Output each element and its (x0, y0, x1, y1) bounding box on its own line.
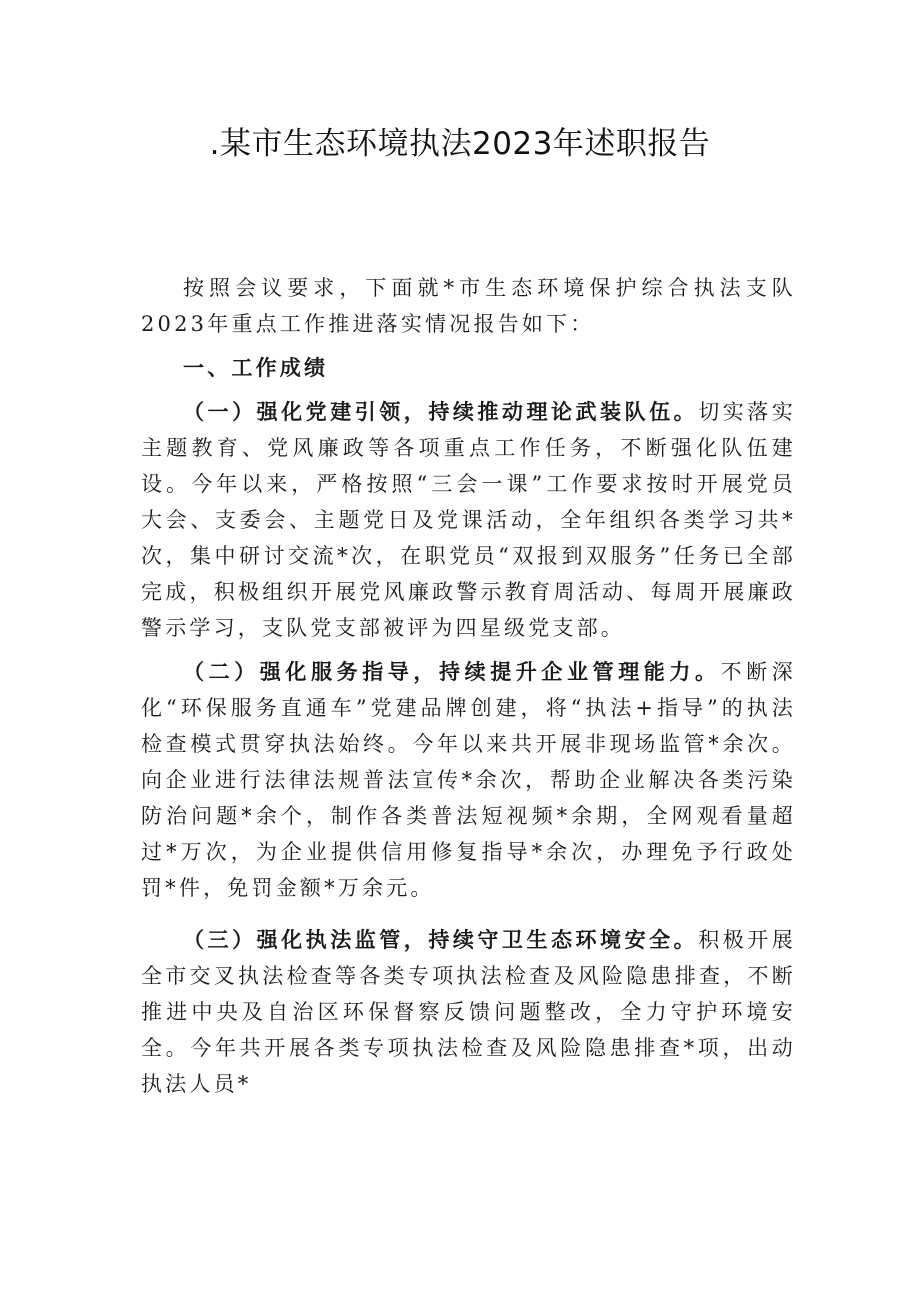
intro-paragraph: 按照会议要求，下面就*市生态环境保护综合执法支队2023年重点工作推进落实情况报告如下： (141, 276, 796, 336)
document-body (141, 270, 796, 1102)
paragraph-item-1 (141, 394, 796, 646)
item-3-lead: （三）强化执法监管，持续守卫生态环境安全。 (183, 927, 699, 952)
section-heading: 一、工作成绩 (183, 355, 329, 380)
document-title: .某市生态环境执法2023年述职报告 (209, 126, 711, 162)
paragraph-item-2 (141, 654, 796, 906)
item-3-text: 积极开展全市交叉执法检查等各类专项执法检查及风险隐患排查，不断推进中央及自治区环保督察反馈问题整改，全力守护环境安全。今年共开展各类专项执法检查及风险隐患排查*项，出动执法人员* (141, 928, 796, 1096)
item-2-lead: （二）强化服务指导，持续提升企业管理能力。 (183, 659, 721, 684)
item-1-lead: （一）强化党建引领，持续推动理论武装队伍。 (183, 399, 699, 424)
item-2-text: 不断深化“环保服务直通车”党建品牌创建，将“执法+指导”的执法检查模式贯穿执法始终。今年以来共开展非现场监管*余次。向企业进行法律法规普法宣传*余次，帮助企业解决各类污染防治问题*余个，制作各类普法短视频*余期，全网观看量超过*万次，为企业提供信用修复指导*余次，办理免予行政处罚*件，免罚金额*万余元。 (141, 660, 796, 900)
item-1-text: 切实落实主题教育、党风廉政等各项重点工作任务，不断强化队伍建设。今年以来，严格按照“三会一课”工作要求按时开展党员大会、支委会、主题党日及党课活动，全年组织各类学习共*次，集中研讨交流*次，在职党员“双报到双服务”任务已全部完成，积极组织开展党风廉政警示教育周活动、每周开展廉政警示学习，支队党支部被评为四星级党支部。 (141, 400, 796, 640)
paragraph-item-3 (141, 922, 796, 1102)
